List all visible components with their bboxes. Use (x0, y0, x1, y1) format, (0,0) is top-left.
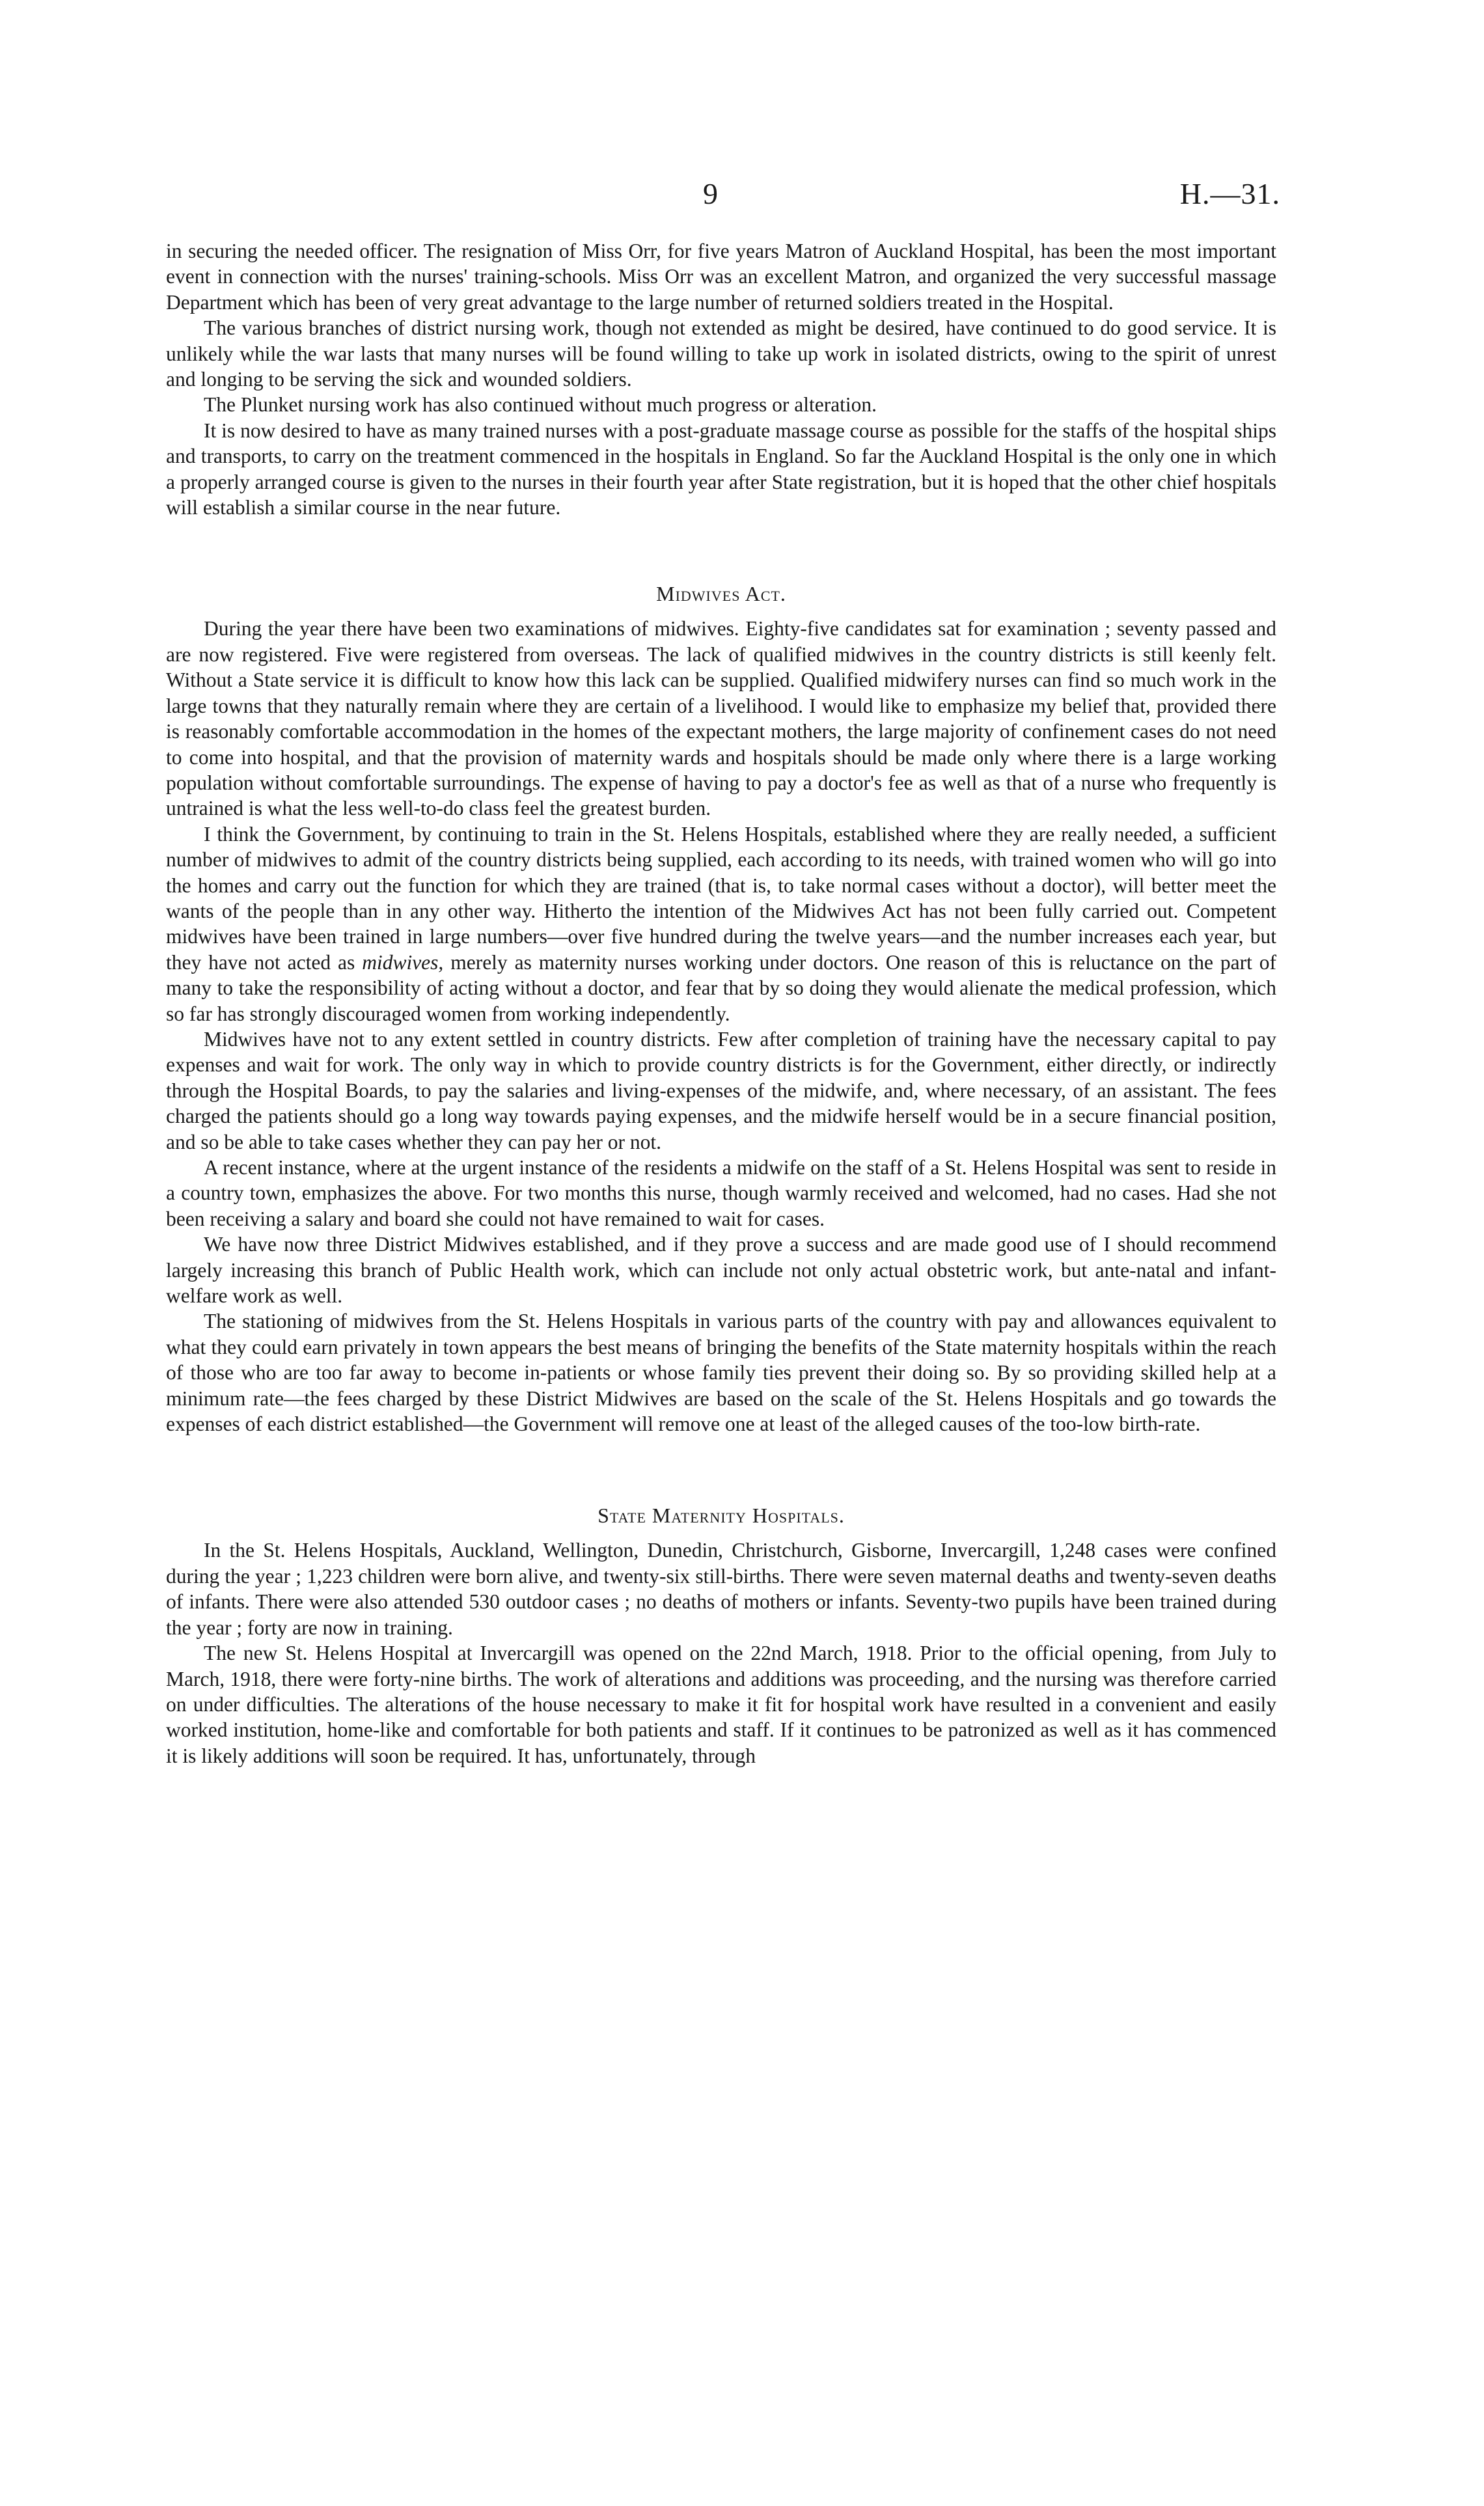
paragraph: During the year there have been two examinations of midwives. Eighty-five candidates sat for examination ; seventy passed and are now registered. Five were registered from overseas. The lack of qualified midwives in the country districts is still keenly felt. Without a State service it is difficult to know how this lack can be supplied. Qualified midwifery nurses can find so much work in the large towns that they naturally remain where they are certain of a livelihood. I would like to emphasize my belief that, provided there is reasonably comfortable accommodation in the homes of the expectant mothers, the large majority of confinement cases do not need to come into hospital, and that the provision of maternity wards and hospitals should be made only where there is a large working population without comfortable surroundings. The expense of having to pay a doctor's fee as well as that of a nurse who frequently is untrained is what the less well-to-do class feel the greatest burden. (166, 617, 1276, 820)
section-heading-midwives-act: Midwives Act. (656, 582, 786, 606)
paragraph: in securing the needed officer. The resignation of Miss Orr, for five years Matron of Auckland Hospital, has been the most important event in connection with the nurses' training-schools. Miss Orr was an excellent Matron, and organized the very successful massage Department which has been of very great advantage to the large number of returned soldiers treated in the Hospital. (166, 240, 1276, 314)
section-heading-state-maternity-hospitals: State Maternity Hospitals. (598, 1504, 845, 1528)
paragraph: Midwives have not to any extent settled in country districts. Few after completion of training have the necessary capital to pay expenses and wait for work. The only way in which to provide country districts is for the Government, either directly, or indirectly through the Hospital Boards, to pay the salaries and living-expenses of the midwife, and, where necessary, of an assistant. The fees charged the patients should go a long way towards paying expenses, and the midwife herself would be in a secure financial position, and so be able to take cases whether they can pay her or not. (166, 1027, 1276, 1153)
body-text (166, 238, 1276, 1769)
paragraph: The stationing of midwives from the St. Helens Hospitals in various parts of the country with pay and allowances equivalent to what they could earn privately in town appears the best means of bringing the benefits of the State maternity hospitals within the reach of those who are too far away to become in-patients or whose family ties prevent their doing so. By so providing skilled help at a minimum rate—the fees charged by these District Midwives are based on the scale of the St. Helens Hospitals and go towards the expenses of each district established—the Government will remove one at least of the alleged causes of the too-low birth-rate. (166, 1310, 1276, 1436)
page-header (0, 174, 1484, 213)
paragraph: A recent instance, where at the urgent instance of the residents a midwife on the staff of a St. Helens Hospital was sent to reside in a country town, emphasizes the above. For two months this nurse, though warmly received and welcomed, had no cases. Had she not been receiving a salary and board she could not have remained to wait for cases. (166, 1156, 1276, 1230)
paragraph-text: I think the Government, by continuing to train in the St. Helens Hospitals, established where they are really needed, a sufficient number of midwives to admit of the country districts being supplied, each according to its needs, with trained women who will go into the homes and carry out the function for which they are trained (that is, to take normal cases without a doctor), will better meet the wants of the people than in any other way. Hitherto the intention of the Midwives Act has not been fully carried out. Competent midwives have been trained in large numbers—over five hundred during the twelve years—and the number increases each year, but they have not acted as (166, 822, 1276, 974)
document-reference: H.—31. (1179, 177, 1280, 210)
paragraph: In the St. Helens Hospitals, Auckland, Wellington, Dunedin, Christchurch, Gisborne, Invercargill, 1,248 cases were confined during the year ; 1,223 children were born alive, and twenty-six still-births. There were seven maternal deaths and twenty-seven deaths of infants. There were also attended 530 outdoor cases ; no deaths of mothers or infants. Seventy-two pupils have been trained during the year ; forty are now in training. (166, 1539, 1276, 1639)
paragraph: The new St. Helens Hospital at Invercargill was opened on the 22nd March, 1918. Prior to the official opening, from July to March, 1918, there were forty-nine births. The work of alterations and additions was proceeding, and the nursing was therefore carried on under difficulties. The alterations of the house necessary to make it fit for hospital work have resulted in a convenient and easily worked institution, home-like and comfortable for both patients and staff. If it continues to be patronized as well as it has commenced it is likely additions will soon be required. It has, unfortunately, through (166, 1642, 1276, 1767)
paragraph: The Plunket nursing work has also continued without much progress or alteration. (204, 393, 877, 417)
paragraph: It is now desired to have as many trained nurses with a post-graduate massage course as possible for the staffs of the hospital ships and transports, to carry on the treatment commenced in the hospitals in England. So far the Auckland Hospital is the only one in which a properly arranged course is given to the nurses in their fourth year after State registration, but it is hoped that the other chief hospitals will establish a similar course in the near future. (166, 419, 1276, 519)
paragraph (166, 821, 1276, 1026)
paragraph: We have now three District Midwives established, and if they prove a success and are made good use of I should recommend largely increasing this branch of Public Health work, which can include not only actual obstetric work, but ante-natal and infant-welfare work as well. (166, 1233, 1276, 1308)
page-number: 9 (703, 177, 718, 210)
paragraph: The various branches of district nursing work, though not extended as might be desired, have continued to do good service. It is unlikely while the war lasts that many nurses will be found willing to take up work in isolated districts, owing to the spirit of unrest and longing to be serving the sick and wounded soldiers. (166, 316, 1276, 391)
paragraph-text: merely as maternity nurses working under doctors. One reason of this is reluctance on the part of many to take the responsibility of acting without a doctor, and fear that by so doing they would alienate the medical profession, which so far has strongly discouraged women from working independently. (166, 950, 1277, 1025)
emphasis-text: midwives, (362, 950, 444, 974)
